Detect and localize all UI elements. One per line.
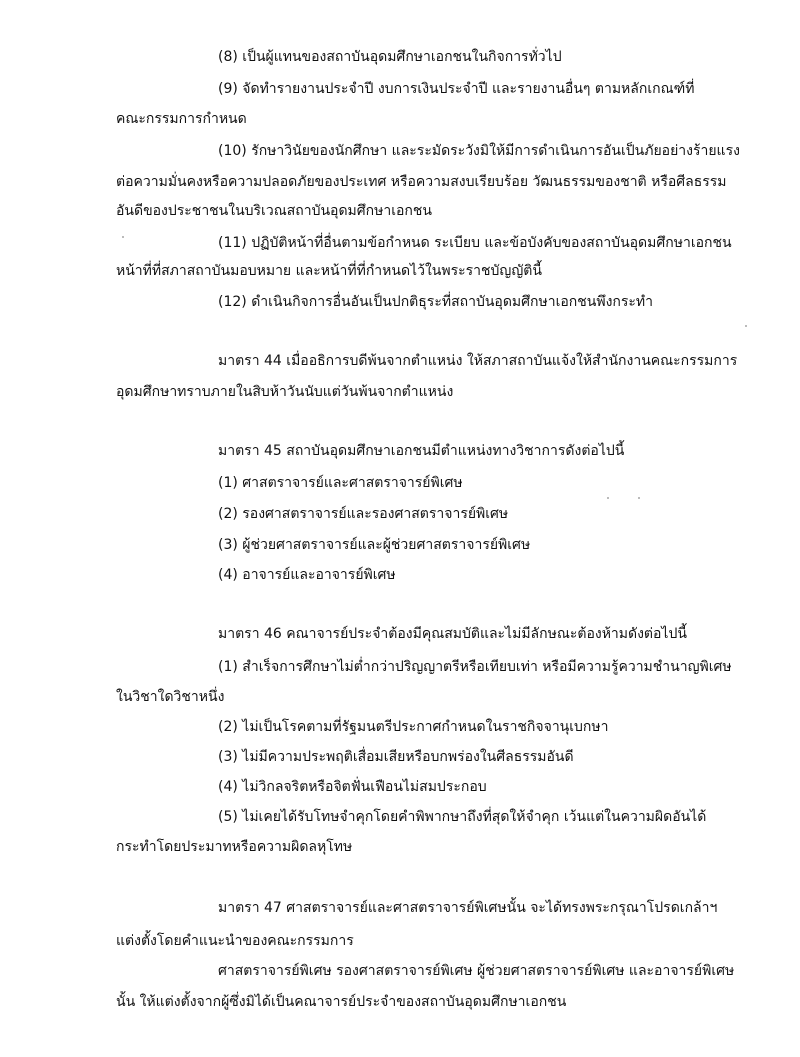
scan-speck [745, 325, 747, 327]
section-47-para-2: ศาสตราจารย์พิเศษ รองศาสตราจารย์พิเศษ ผู้ช่วยศาสตราจารย์พิเศษ และอาจารย์พิเศษ [218, 963, 735, 979]
section-46-item-1-cont: ในวิชาใดวิชาหนึ่ง [116, 689, 225, 705]
section-47-cont: แต่งตั้งโดยคำแนะนำของคณะกรรมการ [116, 933, 354, 949]
section-47-para-2-cont: นั้น ให้แต่งตั้งจากผู้ซึ่งมิได้เป็นคณาจารย์ประจำของสถาบันอุดมศึกษาเอกชน [116, 994, 567, 1010]
item-9-cont: คณะกรรมการกำหนด [116, 111, 247, 127]
item-10-cont-1: ต่อความมั่นคงหรือความปลอดภัยของประเทศ หรือความสงบเรียบร้อย วัฒนธรรมของชาติ หรือศีลธรรม [116, 174, 727, 190]
item-12: (12) ดำเนินกิจการอื่นอันเป็นปกติธุระที่สถาบันอุดมศึกษาเอกชนพึงกระทำ [218, 294, 654, 310]
scan-speck [122, 236, 124, 238]
section-44-cont: อุดมศึกษาทราบภายในสิบห้าวันนับแต่วันพ้นจากตำแหน่ง [116, 384, 454, 400]
item-11-cont: หน้าที่ที่สภาสถาบันมอบหมาย และหน้าที่ที่กำหนดไว้ในพระราชบัญญัตินี้ [116, 263, 542, 279]
section-46-item-5: (5) ไม่เคยได้รับโทษจำคุกโดยคำพิพากษาถึงที่สุดให้จำคุก เว้นแต่ในความผิดอันได้ [218, 809, 707, 825]
item-10-cont-2: อันดีของประชาชนในบริเวณสถาบันอุดมศึกษาเอกชน [116, 203, 432, 219]
scan-speck [607, 497, 609, 499]
scan-speck [638, 497, 640, 499]
section-45-item-4: (4) อาจารย์และอาจารย์พิเศษ [218, 567, 396, 583]
section-46-item-2: (2) ไม่เป็นโรคตามที่รัฐมนตรีประกาศกำหนดในราชกิจจานุเบกษา [218, 719, 609, 735]
section-47: มาตรา 47 ศาสตราจารย์และศาสตราจารย์พิเศษนั้น จะได้ทรงพระกรุณาโปรดเกล้าฯ [218, 900, 718, 916]
section-46-item-5-cont: กระทำโดยประมาทหรือความผิดลหุโทษ [116, 839, 353, 855]
section-45: มาตรา 45 สถาบันอุดมศึกษาเอกชนมีตำแหน่งทางวิชาการดังต่อไปนี้ [218, 443, 625, 459]
section-45-item-3: (3) ผู้ช่วยศาสตราจารย์และผู้ช่วยศาสตราจารย์พิเศษ [218, 537, 531, 553]
section-45-item-1: (1) ศาสตราจารย์และศาสตราจารย์พิเศษ [218, 475, 463, 491]
section-46-item-3: (3) ไม่มีความประพฤติเสื่อมเสียหรือบกพร่องในศีลธรรมอันดี [218, 749, 574, 765]
section-45-item-2: (2) รองศาสตราจารย์และรองศาสตราจารย์พิเศษ [218, 506, 509, 522]
section-46-item-1: (1) สำเร็จการศึกษาไม่ต่ำกว่าปริญญาตรีหรือเทียบเท่า หรือมีความรู้ความชำนาญพิเศษ [218, 659, 732, 675]
section-46: มาตรา 46 คณาจารย์ประจำต้องมีคุณสมบัติและไม่มีลักษณะต้องห้ามดังต่อไปนี้ [218, 626, 687, 642]
section-44: มาตรา 44 เมื่ออธิการบดีพ้นจากตำแหน่ง ให้สภาสถาบันแจ้งให้สำนักงานคณะกรรมการ [218, 353, 738, 369]
item-9: (9) จัดทำรายงานประจำปี งบการเงินประจำปี และรายงานอื่นๆ ตามหลักเกณฑ์ที่ [218, 81, 695, 97]
item-10: (10) รักษาวินัยของนักศึกษา และระมัดระวังมิให้มีการดำเนินการอันเป็นภัยอย่างร้ายแรง [218, 143, 740, 159]
item-11: (11) ปฏิบัติหน้าที่อื่นตามข้อกำหนด ระเบียบ และข้อบังคับของสถาบันอุดมศึกษาเอกชน [218, 235, 732, 251]
item-8: (8) เป็นผู้แทนของสถาบันอุดมศึกษาเอกชนในกิจการทั่วไป [218, 49, 562, 65]
section-46-item-4: (4) ไม่วิกลจริตหรือจิตฟั่นเฟือนไม่สมประกอบ [218, 779, 487, 795]
